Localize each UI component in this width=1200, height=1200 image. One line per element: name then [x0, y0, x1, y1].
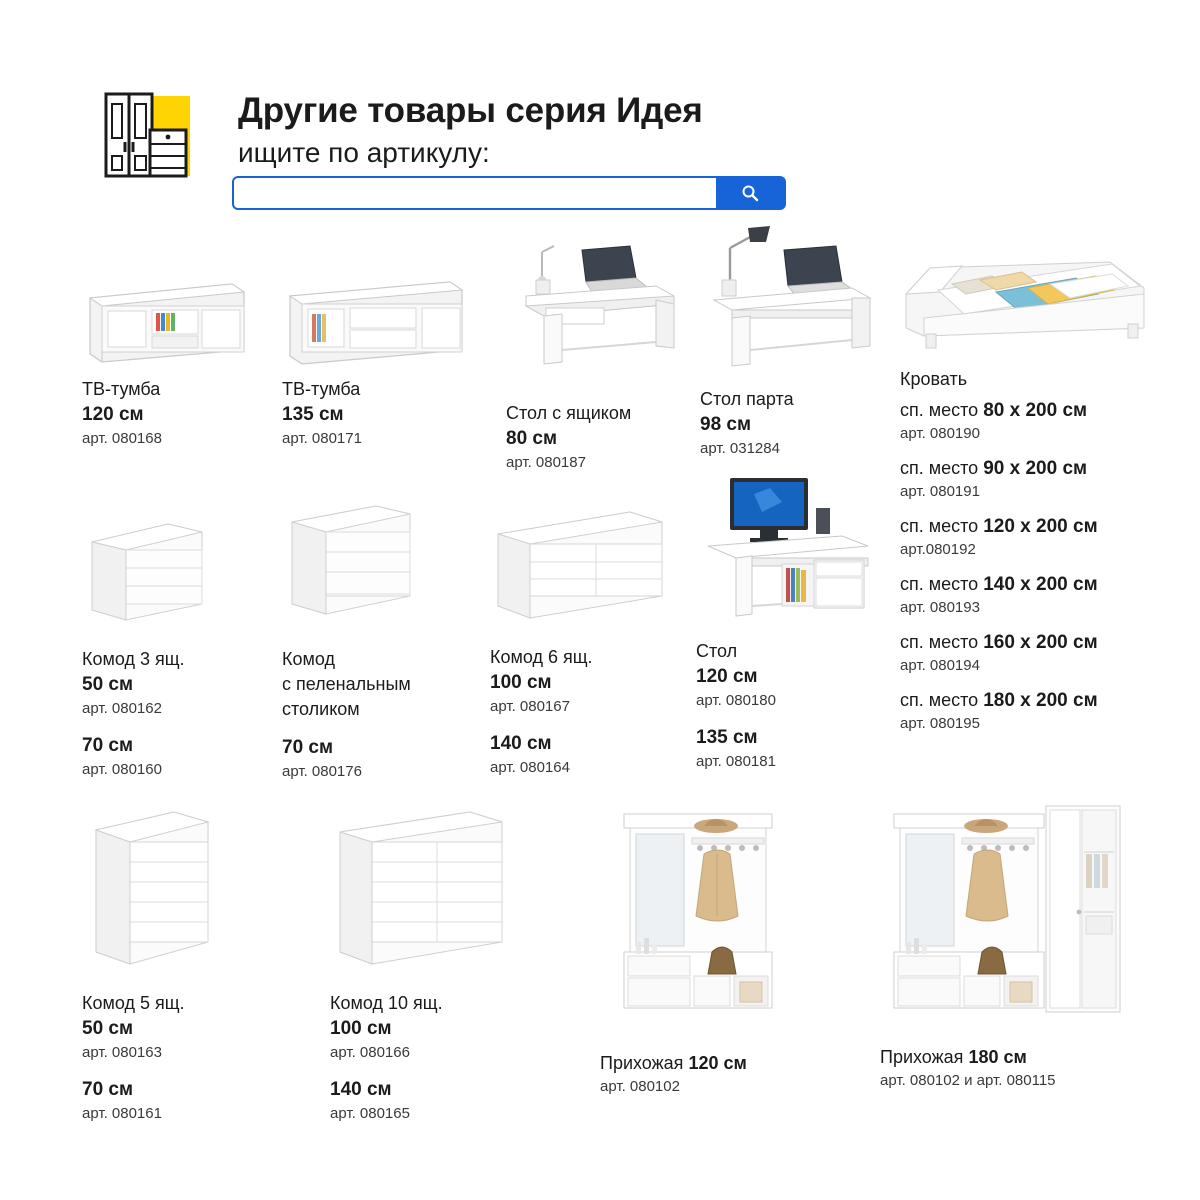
bed-variant-size: 120 х 200 см [983, 516, 1098, 537]
product-card[interactable] [330, 800, 540, 1125]
product-card[interactable] [82, 500, 282, 781]
product-card[interactable] [600, 800, 850, 1098]
product-name-line2: с пеленальным [282, 674, 411, 694]
bed-variant[interactable] [900, 514, 1170, 561]
tv-stand-icon [282, 258, 502, 373]
product-caption [282, 377, 502, 450]
product-size: 180 см [968, 1047, 1027, 1067]
bed-variant-list [900, 398, 1170, 735]
bed-variant-size: 180 х 200 см [983, 690, 1098, 711]
bed-variant[interactable] [900, 688, 1170, 735]
product-size: 100 см [490, 672, 552, 693]
product-size-2: 135 см [696, 727, 758, 748]
header-titles [238, 88, 703, 172]
search-input[interactable] [242, 181, 726, 209]
product-size: 70 см [282, 737, 334, 758]
product-name: ТВ-тумба [282, 379, 361, 399]
product-name [880, 1045, 1170, 1070]
product-art: арт. 080166 [330, 1044, 410, 1061]
bed-variant-line [900, 398, 1170, 423]
product-card[interactable] [696, 468, 896, 773]
wardrobe-dresser-icon [104, 92, 190, 180]
product-name: Стол с ящиком [506, 403, 632, 423]
product-caption [696, 639, 896, 773]
product-size: 135 см [282, 404, 344, 425]
product-size: 100 см [330, 1018, 392, 1039]
product-art: арт. 080102 и арт. 080115 [880, 1072, 1056, 1089]
product-name: ТВ-тумба [82, 379, 161, 399]
search-button[interactable] [716, 178, 784, 208]
page-header [104, 92, 1104, 222]
school-desk-icon [700, 218, 900, 375]
product-art-2: арт. 080165 [330, 1105, 410, 1122]
bed-variant[interactable] [900, 572, 1170, 619]
product-art: арт. 080171 [282, 430, 362, 447]
product-name: Комод 3 ящ. [82, 649, 185, 669]
product-art: арт. 080168 [82, 430, 162, 447]
product-art: арт. 031284 [700, 440, 780, 457]
product-caption [880, 1045, 1170, 1092]
changing-table-dresser-icon [282, 492, 502, 627]
hallway-set-wide-icon [880, 792, 1170, 1037]
product-art-2: арт. 080161 [82, 1105, 162, 1122]
product-name: Стол парта [700, 389, 794, 409]
product-card[interactable] [82, 258, 282, 450]
product-card[interactable] [506, 230, 706, 474]
search-row [232, 176, 786, 210]
bed-variant-prefix: сп. место [900, 632, 984, 652]
bed-variant-art: арт. 080195 [900, 715, 980, 732]
bed-variant-art: арт. 080190 [900, 425, 980, 442]
product-art-2: арт. 080181 [696, 753, 776, 770]
product-caption [900, 367, 1170, 392]
bed-variant-line [900, 456, 1170, 481]
product-size: 120 см [696, 666, 758, 687]
product-name [600, 1051, 850, 1076]
product-name-text: Прихожая [600, 1053, 684, 1073]
bed-variant[interactable] [900, 398, 1170, 445]
dresser-10-drawers-icon [330, 800, 540, 975]
page-title: Другие товары серия Идея [238, 91, 703, 130]
bed-variant-line [900, 514, 1170, 539]
product-name: Комод [282, 649, 335, 669]
bed-variant-art: арт.080192 [900, 541, 976, 558]
product-art: арт. 080163 [82, 1044, 162, 1061]
product-size: 80 см [506, 428, 558, 449]
product-size-2: 70 см [82, 735, 134, 756]
page-subtitle: ищите по артикулу: [238, 137, 490, 168]
desk-with-drawer-icon [506, 230, 706, 375]
product-name: Комод 10 ящ. [330, 993, 443, 1013]
product-name: Стол [696, 641, 738, 661]
bed-variant-size: 160 х 200 см [983, 632, 1098, 653]
product-size-2: 70 см [82, 1079, 134, 1100]
product-art: арт. 080167 [490, 698, 570, 715]
product-card[interactable] [82, 800, 282, 1125]
product-art-2: арт. 080164 [490, 759, 570, 776]
product-caption [82, 991, 282, 1125]
product-size: 98 см [700, 414, 752, 435]
product-art: арт. 080176 [282, 763, 362, 780]
product-card[interactable] [490, 496, 700, 779]
computer-desk-icon [696, 468, 896, 625]
product-card[interactable] [282, 492, 502, 783]
product-name: Кровать [900, 369, 968, 389]
product-card[interactable] [700, 218, 900, 460]
bed-variant[interactable] [900, 456, 1170, 503]
product-size-2: 140 см [490, 733, 552, 754]
product-art: арт. 080187 [506, 454, 586, 471]
dresser-5-drawers-icon [82, 800, 282, 975]
bed-icon [900, 232, 1170, 359]
tv-stand-icon [82, 258, 282, 373]
product-card[interactable] [282, 258, 502, 450]
bed-variant-prefix: сп. место [900, 574, 984, 594]
bed-variant-prefix: сп. место [900, 458, 984, 478]
product-caption [506, 401, 706, 474]
hallway-set-icon [600, 800, 850, 1035]
product-art-2: арт. 080160 [82, 761, 162, 778]
product-art: арт. 080180 [696, 692, 776, 709]
bed-variant-size: 140 х 200 см [983, 574, 1098, 595]
bed-variant-art: арт. 080191 [900, 483, 980, 500]
product-size: 50 см [82, 674, 134, 695]
bed-variant-prefix: сп. место [900, 400, 984, 420]
dresser-6-drawers-icon [490, 496, 700, 625]
product-caption [600, 1051, 850, 1098]
bed-variant-size: 90 х 200 см [983, 458, 1088, 479]
bed-variant[interactable] [900, 630, 1170, 677]
product-size: 120 см [688, 1053, 747, 1073]
product-name: Комод 5 ящ. [82, 993, 185, 1013]
bed-variant-prefix: сп. место [900, 690, 984, 710]
bed-variant-line [900, 688, 1170, 713]
product-name-line3: столиком [282, 699, 360, 719]
product-caption [82, 377, 282, 450]
product-caption [282, 647, 502, 783]
product-size: 50 см [82, 1018, 134, 1039]
product-name-text: Прихожая [880, 1047, 964, 1067]
bed-variant-line [900, 572, 1170, 597]
bed-variant-line [900, 630, 1170, 655]
product-caption [330, 991, 540, 1125]
bed-variant-art: арт. 080194 [900, 657, 980, 674]
bed-variant-prefix: сп. место [900, 516, 984, 536]
product-card-bed[interactable] [900, 232, 1170, 746]
product-size: 120 см [82, 404, 144, 425]
product-caption [700, 387, 900, 460]
product-art: арт. 080102 [600, 1078, 680, 1095]
product-card[interactable] [880, 792, 1170, 1092]
product-size-2: 140 см [330, 1079, 392, 1100]
bed-variant-art: арт. 080193 [900, 599, 980, 616]
product-caption [82, 647, 282, 781]
search-icon [722, 184, 778, 202]
dresser-3-drawers-icon [82, 500, 282, 627]
search-box[interactable] [232, 176, 786, 210]
product-art: арт. 080162 [82, 700, 162, 717]
product-name: Комод 6 ящ. [490, 647, 593, 667]
product-caption [490, 645, 700, 779]
bed-variant-size: 80 х 200 см [983, 400, 1088, 421]
